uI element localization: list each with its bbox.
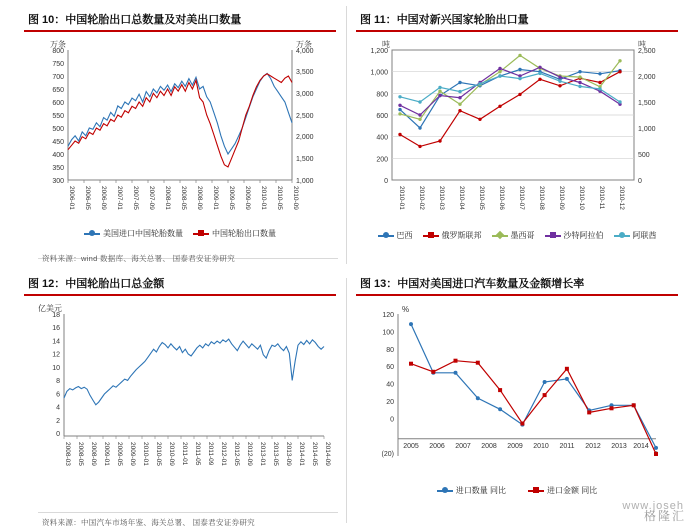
svg-text:2011-05: 2011-05 [194, 442, 201, 466]
fig10-chart [24, 32, 336, 239]
legend-label-amt: 进口金额 同比 [547, 486, 598, 495]
legend-item-cn-export [193, 228, 276, 239]
svg-text:2010-11: 2010-11 [598, 186, 605, 210]
legend-label-mexico: 墨西哥 [510, 231, 535, 240]
fig12-title [24, 272, 336, 296]
fig10-title [24, 8, 336, 32]
panel-fig10 [24, 8, 336, 264]
legend-item-import-amt [528, 485, 597, 496]
fig13-number: 图 13： [360, 278, 398, 290]
legend-item-uae [614, 230, 657, 241]
svg-text:20: 20 [386, 399, 394, 406]
svg-text:2010-09: 2010-09 [168, 442, 175, 466]
fig11-legend [356, 230, 678, 241]
legend-item-us-import [84, 228, 183, 239]
svg-text:2010-12: 2010-12 [618, 186, 625, 210]
svg-text:14: 14 [52, 338, 60, 346]
svg-text:2014-01: 2014-01 [298, 442, 305, 466]
svg-text:2010: 2010 [533, 443, 549, 450]
svg-text:2007-09: 2007-09 [148, 186, 155, 210]
svg-text:550: 550 [52, 113, 64, 120]
legend-swatch-amt [528, 490, 544, 492]
svg-text:2007: 2007 [455, 443, 471, 450]
legend-label-0: 美国进口中国轮胎数量 [103, 229, 183, 238]
panel-fig12 [24, 272, 336, 528]
fig10-title-text: 中国轮胎出口总数量及对美出口数量 [65, 14, 242, 26]
fig12-title-text: 中国轮胎出口总金额 [65, 278, 165, 290]
svg-text:750: 750 [52, 61, 64, 68]
fig11-title [356, 8, 678, 32]
svg-text:2013-09: 2013-09 [285, 442, 292, 466]
svg-text:2012-05: 2012-05 [233, 442, 240, 466]
svg-text:2012-01: 2012-01 [220, 442, 227, 466]
svg-text:40: 40 [386, 381, 394, 389]
legend-swatch-brazil [378, 235, 394, 237]
svg-text:4: 4 [56, 404, 60, 412]
svg-text:500: 500 [52, 126, 64, 133]
fig13-chart [356, 296, 678, 496]
svg-text:2014-09: 2014-09 [324, 442, 331, 466]
svg-text:2013-01: 2013-01 [259, 442, 266, 466]
svg-text:700: 700 [52, 74, 64, 81]
svg-text:3,500: 3,500 [296, 69, 314, 76]
svg-text:400: 400 [376, 134, 388, 142]
svg-text:18: 18 [52, 312, 60, 319]
fig11-svg [356, 32, 678, 232]
svg-text:2009-09: 2009-09 [129, 442, 136, 466]
svg-text:2008-05: 2008-05 [180, 186, 187, 210]
svg-text:2009: 2009 [507, 443, 523, 450]
watermark-url: www.joseh [622, 500, 684, 512]
svg-text:2006-05: 2006-05 [84, 186, 91, 210]
svg-text:2,000: 2,000 [638, 74, 656, 81]
fig12-svg [24, 296, 336, 501]
watermark-brand: 格隆汇 [643, 509, 686, 523]
svg-text:12: 12 [52, 351, 60, 359]
legend-label-brazil: 巴西 [396, 231, 413, 240]
svg-text:万条: 万条 [50, 40, 66, 49]
fig10-source: 资料来源：wind 数据库、海关总署、 国泰君安证券研究 [42, 254, 235, 263]
legend-item-brazil [378, 230, 413, 241]
svg-text:2010-06: 2010-06 [498, 186, 505, 210]
legend-swatch-blue [84, 233, 100, 235]
svg-text:1,000: 1,000 [296, 178, 314, 185]
svg-text:200: 200 [376, 156, 388, 164]
svg-text:2011-01: 2011-01 [181, 442, 188, 466]
legend-label-saudi: 沙特阿拉伯 [563, 231, 604, 240]
svg-text:2006-01: 2006-01 [68, 186, 75, 210]
svg-text:100: 100 [382, 329, 394, 337]
svg-text:0: 0 [56, 431, 60, 438]
legend-item-mexico [492, 230, 535, 241]
svg-text:600: 600 [52, 100, 64, 107]
svg-text:2010-09: 2010-09 [292, 186, 299, 210]
legend-label-uae: 阿联酋 [632, 231, 657, 240]
legend-swatch-qty [437, 490, 453, 492]
svg-text:3,000: 3,000 [296, 91, 314, 98]
svg-text:10: 10 [52, 364, 60, 372]
fig13-title [356, 272, 678, 296]
legend-swatch-uae [614, 235, 630, 237]
svg-text:800: 800 [52, 48, 64, 55]
fig10-legend [24, 228, 336, 239]
svg-text:450: 450 [52, 139, 64, 146]
fig10-number: 图 10： [28, 14, 66, 26]
legend-item-russia [423, 230, 482, 241]
svg-text:400: 400 [52, 152, 64, 159]
svg-text:0: 0 [638, 178, 642, 185]
svg-text:1,500: 1,500 [638, 100, 656, 107]
svg-text:2: 2 [56, 417, 60, 425]
fig13-title-text: 中国对美国进口汽车数量及金额增长率 [397, 278, 585, 290]
svg-text:1,000: 1,000 [638, 126, 656, 133]
svg-text:2014: 2014 [633, 443, 649, 450]
svg-text:6: 6 [56, 391, 60, 399]
legend-item-saudi [545, 230, 604, 241]
svg-text:2010-05: 2010-05 [155, 442, 162, 466]
svg-text:万条: 万条 [296, 40, 312, 49]
fig11-title-text: 中国对新兴国家轮胎出口量 [396, 14, 529, 26]
svg-text:2010-04: 2010-04 [458, 186, 465, 210]
svg-text:2012-09: 2012-09 [246, 442, 253, 466]
svg-text:2010-05: 2010-05 [478, 186, 485, 210]
fig10-svg [24, 32, 336, 232]
svg-text:2008: 2008 [481, 443, 497, 450]
vertical-divider [346, 6, 347, 264]
svg-text:600: 600 [376, 113, 388, 120]
svg-text:2,000: 2,000 [296, 134, 314, 141]
svg-text:2014-05: 2014-05 [311, 442, 318, 466]
svg-text:2009-01: 2009-01 [103, 442, 110, 466]
panel-fig11 [356, 8, 678, 241]
svg-text:(20): (20) [381, 451, 394, 459]
svg-text:60: 60 [386, 364, 394, 372]
svg-text:2010-08: 2010-08 [538, 186, 545, 210]
svg-text:2010-09: 2010-09 [558, 186, 565, 210]
svg-text:2,500: 2,500 [296, 113, 314, 120]
svg-text:2009-05: 2009-05 [116, 442, 123, 466]
legend-swatch-saudi [545, 235, 561, 237]
legend-swatch-mexico [492, 235, 508, 237]
svg-text:16: 16 [52, 325, 60, 333]
svg-text:亿美元: 亿美元 [38, 304, 62, 313]
vertical-divider-2 [346, 278, 347, 523]
svg-text:2010-10: 2010-10 [578, 186, 585, 210]
legend-label-russia: 俄罗斯联邦 [441, 231, 482, 240]
legend-swatch-russia [423, 235, 439, 237]
svg-text:300: 300 [52, 178, 64, 185]
svg-text:2012: 2012 [585, 443, 601, 450]
svg-text:2010-03: 2010-03 [438, 186, 445, 210]
svg-text:吨: 吨 [382, 40, 390, 49]
fig13-legend [356, 485, 678, 496]
svg-text:80: 80 [386, 346, 394, 354]
svg-text:2011-09: 2011-09 [207, 442, 214, 466]
fig11-number: 图 11： [360, 14, 397, 26]
fig11-chart [356, 32, 678, 241]
legend-item-import-qty [437, 485, 506, 496]
fig13-svg [356, 296, 678, 491]
svg-text:2010-02: 2010-02 [418, 186, 425, 210]
svg-text:0: 0 [384, 178, 388, 185]
svg-text:2011: 2011 [559, 443, 575, 450]
svg-text:2013: 2013 [611, 443, 627, 450]
svg-text:800: 800 [376, 91, 388, 99]
legend-label-1: 中国轮胎出口数量 [212, 229, 276, 238]
svg-text:%: % [402, 305, 410, 314]
svg-text:2009-01: 2009-01 [212, 186, 219, 210]
svg-text:1,200: 1,200 [370, 48, 388, 55]
svg-text:350: 350 [52, 165, 64, 172]
svg-text:2013-05: 2013-05 [272, 442, 279, 466]
svg-text:1,500: 1,500 [296, 156, 314, 163]
svg-text:2010-05: 2010-05 [276, 186, 283, 210]
svg-text:650: 650 [52, 87, 64, 94]
panel-fig13 [356, 272, 678, 496]
svg-text:2010-01: 2010-01 [260, 186, 267, 210]
fig12-chart [24, 296, 336, 501]
fig12-number: 图 12： [28, 278, 66, 290]
fig12-source: 资料来源：中国汽车市场年鉴、海关总署、 国泰君安证券研究 [42, 518, 255, 527]
svg-text:2009-09: 2009-09 [244, 186, 251, 210]
svg-text:0: 0 [390, 416, 394, 424]
legend-label-qty: 进口数量 同比 [455, 486, 506, 495]
svg-text:2008-01: 2008-01 [164, 186, 171, 210]
svg-text:2006: 2006 [429, 443, 445, 450]
svg-text:2008-09: 2008-09 [90, 442, 97, 466]
svg-text:500: 500 [638, 152, 650, 159]
svg-text:2007-01: 2007-01 [116, 186, 123, 210]
svg-text:8: 8 [56, 378, 60, 386]
svg-text:2008-09: 2008-09 [196, 186, 203, 210]
svg-text:2009-05: 2009-05 [228, 186, 235, 210]
svg-text:120: 120 [382, 312, 394, 319]
svg-text:2010-01: 2010-01 [142, 442, 149, 466]
svg-text:1,000: 1,000 [370, 69, 388, 77]
svg-text:2006-09: 2006-09 [100, 186, 107, 210]
svg-text:2008-05: 2008-05 [77, 442, 84, 466]
svg-text:2005: 2005 [403, 443, 419, 450]
legend-swatch-red [193, 233, 209, 235]
svg-text:吨: 吨 [638, 40, 646, 49]
svg-text:2,500: 2,500 [638, 48, 656, 55]
svg-text:2010-01: 2010-01 [398, 186, 405, 210]
svg-text:4,000: 4,000 [296, 48, 314, 55]
svg-text:2008-03: 2008-03 [64, 442, 71, 466]
svg-text:2010-07: 2010-07 [518, 186, 525, 210]
svg-text:2007-05: 2007-05 [132, 186, 139, 210]
